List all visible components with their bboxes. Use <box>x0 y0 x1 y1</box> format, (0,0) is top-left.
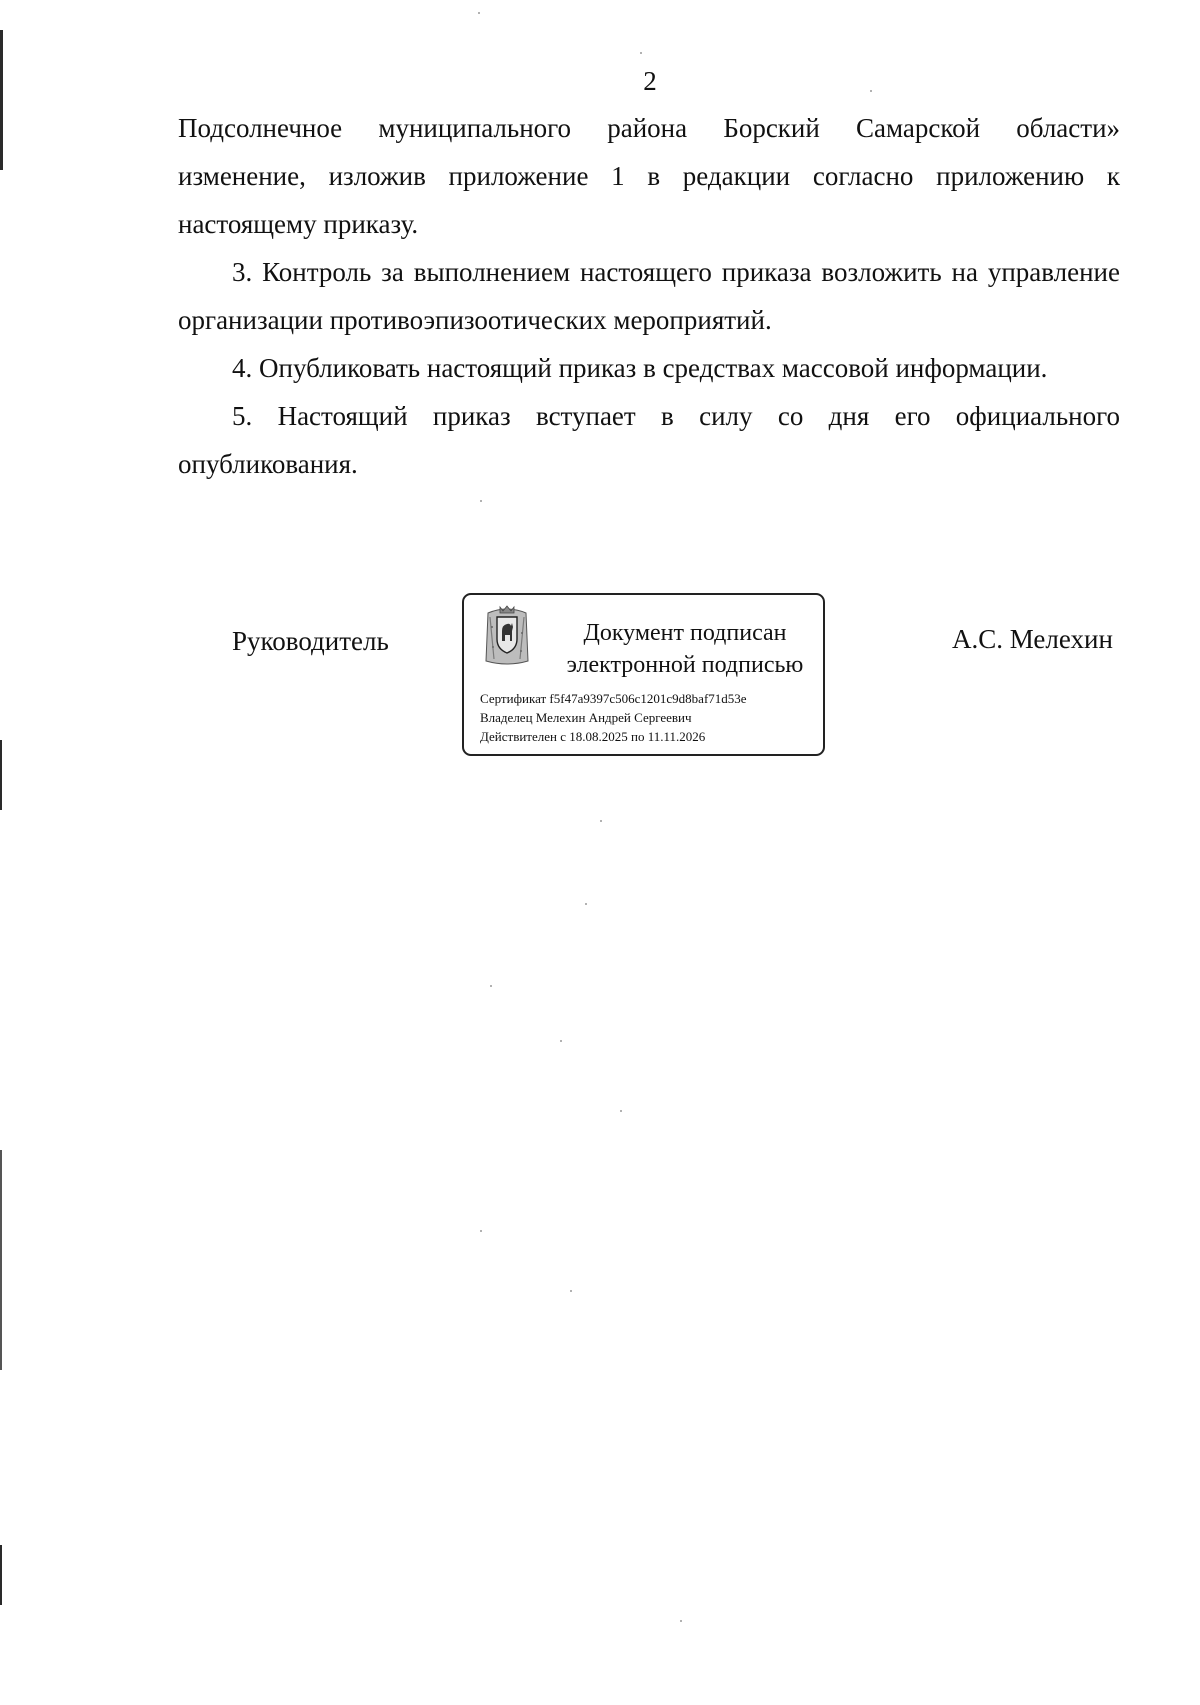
word: области» <box>1016 113 1121 143</box>
scan-edge-artifact <box>0 1150 2 1370</box>
word: Борский <box>723 113 820 143</box>
signature-block <box>0 590 1200 770</box>
page-number: 2 <box>643 66 657 96</box>
paragraph-5: 5. Настоящий приказ вступает в силу со дня его официального опубликования. <box>178 401 1120 479</box>
word: Самарской <box>856 113 981 143</box>
certificate-number: Сертификат f5f47a9397c506c1201c9d8baf71d53e <box>480 691 747 706</box>
certificate-validity: Действителен с 18.08.2025 по 11.11.2026 <box>480 729 706 744</box>
scan-speck <box>480 1230 482 1232</box>
paragraph-first-line <box>178 104 1120 152</box>
paragraph-2-continuation <box>178 104 1120 248</box>
word: муниципального <box>378 113 572 143</box>
scan-speck <box>640 52 642 54</box>
document-body <box>178 104 1120 488</box>
electronic-signature-stamp <box>462 593 825 756</box>
signer-role: Руководитель <box>232 626 389 656</box>
scan-speck <box>480 500 482 502</box>
scan-speck <box>570 1290 572 1292</box>
scan-speck <box>490 985 492 987</box>
scan-speck <box>478 12 480 14</box>
stamp-title <box>560 617 810 681</box>
stamp-title-line: Документ подписан <box>583 620 787 646</box>
certificate-owner: Владелец Мелехин Андрей Сергеевич <box>480 710 692 725</box>
scan-edge-artifact <box>0 1545 2 1605</box>
scan-edge-artifact <box>0 30 3 170</box>
word: района <box>607 113 688 143</box>
stamp-details <box>480 689 747 746</box>
paragraph-4: 4. Опубликовать настоящий приказ в средствах массовой информации. <box>232 353 1048 383</box>
scan-speck <box>585 903 587 905</box>
scan-speck <box>560 1040 562 1042</box>
scan-speck <box>600 820 602 822</box>
word: Подсолнечное <box>178 113 343 143</box>
signer-name: А.С. Мелехин <box>952 624 1113 654</box>
coat-of-arms-icon <box>484 603 530 667</box>
scan-speck <box>680 1620 682 1622</box>
paragraph-text: изменение, изложив приложение 1 в редакции согласно приложению к настоящему приказу. <box>178 161 1120 239</box>
scan-speck <box>620 1110 622 1112</box>
stamp-title-line: электронной подписью <box>566 652 804 678</box>
paragraph-3: 3. Контроль за выполнением настоящего приказа возложить на управление организации противоэпизоотических мероприятий. <box>178 257 1120 335</box>
